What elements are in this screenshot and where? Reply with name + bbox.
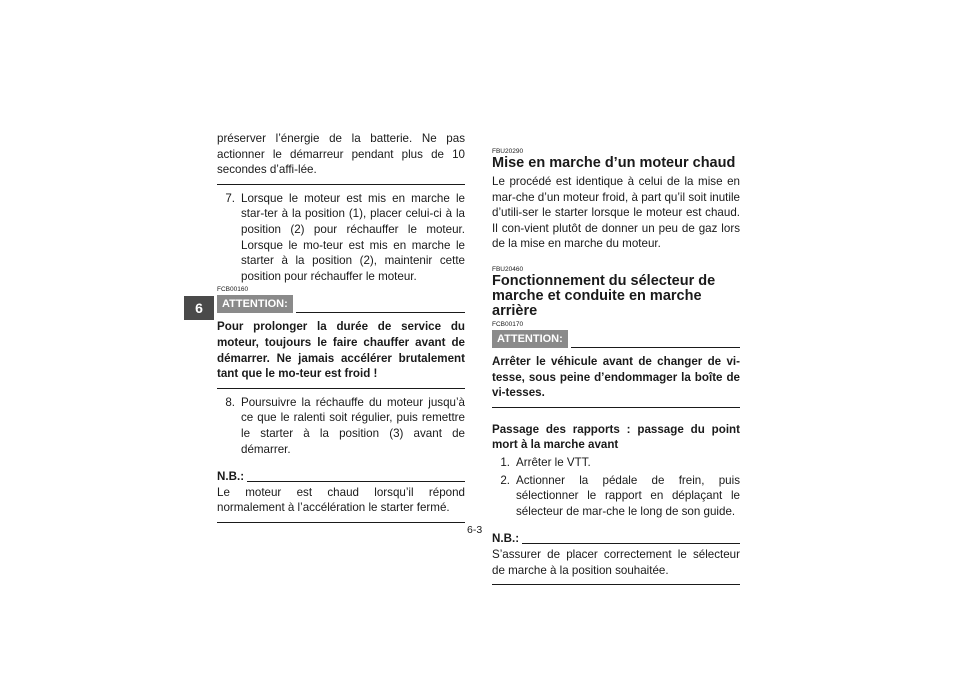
attention-header <box>217 295 465 313</box>
attention-label: ATTENTION: <box>217 295 293 313</box>
nb-text: Le moteur est chaud lorsqu’il répond normalement à l’accélération le starter fermé. <box>217 485 465 515</box>
chapter-tab: 6 <box>184 296 214 320</box>
section-title: Fonctionnement du sélecteur de marche et conduite en marche arrière <box>492 272 716 319</box>
subheading: Passage des rapports : passage du point mort à la marche avant <box>492 422 740 452</box>
attention-code: FCB00170 <box>492 320 524 328</box>
nb-label: N.B.: <box>217 470 245 484</box>
step-text: Arrêter le VTT. <box>516 455 591 469</box>
step-text: Poursuivre la réchauffe du moteur jusqu’à ce que le ralenti soit régulier, puis remettre le starter à la position (3) avant de démarrer. <box>241 395 465 456</box>
attention-label: ATTENTION: <box>492 330 568 348</box>
section-text: Le procédé est identique à celui de la mise en mar-che d’un moteur froid, à part qu’il soit inutile d’utili-ser le starter lorsque le moteur est chaud. Il con-vient plutôt de donner un peu de gaz lors de la mise en marche du moteur. <box>492 175 740 251</box>
divider <box>492 407 740 408</box>
nb-header <box>217 469 465 485</box>
nb-header <box>492 531 740 547</box>
step-number: 2. <box>500 473 510 487</box>
step-1 <box>492 455 740 471</box>
step-7 <box>217 191 465 285</box>
step-2 <box>492 473 740 520</box>
left-column <box>217 131 465 529</box>
divider <box>492 584 740 585</box>
attention-code: FCB00160 <box>217 286 249 294</box>
nb-rule <box>247 481 465 482</box>
attention-rule <box>571 347 740 348</box>
right-column <box>492 146 740 591</box>
step-number: 8. <box>225 395 235 409</box>
divider <box>217 522 465 523</box>
nb-label: N.B.: <box>492 532 520 546</box>
divider <box>217 388 465 389</box>
attention-text: Arrêter le véhicule avant de changer de vi-tesse, sous peine d’endommager la boîte de vi-tesses. <box>492 354 740 400</box>
section-code: FBU20290 <box>492 148 524 155</box>
step-number: 7. <box>225 191 235 205</box>
step-text: Lorsque le moteur est mis en marche le star-ter à la position (1), placer celui-ci à la position (2) pour réchauffer le moteur. Lorsque le mo-teur est mis en marche le starter à la position (2), maintenir cette position pour réchauffer le moteur. <box>241 191 465 283</box>
step-number: 1. <box>500 455 510 469</box>
section-code: FBU20460 <box>492 265 524 273</box>
step-text: Actionner la pédale de frein, puis sélectionner le rapport en déplaçant le sélecteur de mar-che le long de son guide. <box>516 473 740 518</box>
attention-header <box>492 330 740 348</box>
step-8 <box>217 395 465 457</box>
nb-rule <box>522 543 740 544</box>
divider <box>217 184 465 185</box>
attention-rule <box>296 312 465 313</box>
section-title: Mise en marche d’un moteur chaud <box>492 155 736 171</box>
page-number: 6-3 <box>467 524 483 536</box>
intro-paragraph: préserver l’énergie de la batterie. Ne pas actionner le démarreur pendant plus de 10 secondes d’affi-lée. <box>217 132 465 177</box>
nb-text: S’assurer de placer correctement le sélecteur de marche à la position souhaitée. <box>492 547 740 577</box>
attention-text: Pour prolonger la durée de service du moteur, toujours le faire chauffer avant de démarrer. Ne jamais accélérer brutalement tant que le mo-teur est froid ! <box>217 320 465 381</box>
